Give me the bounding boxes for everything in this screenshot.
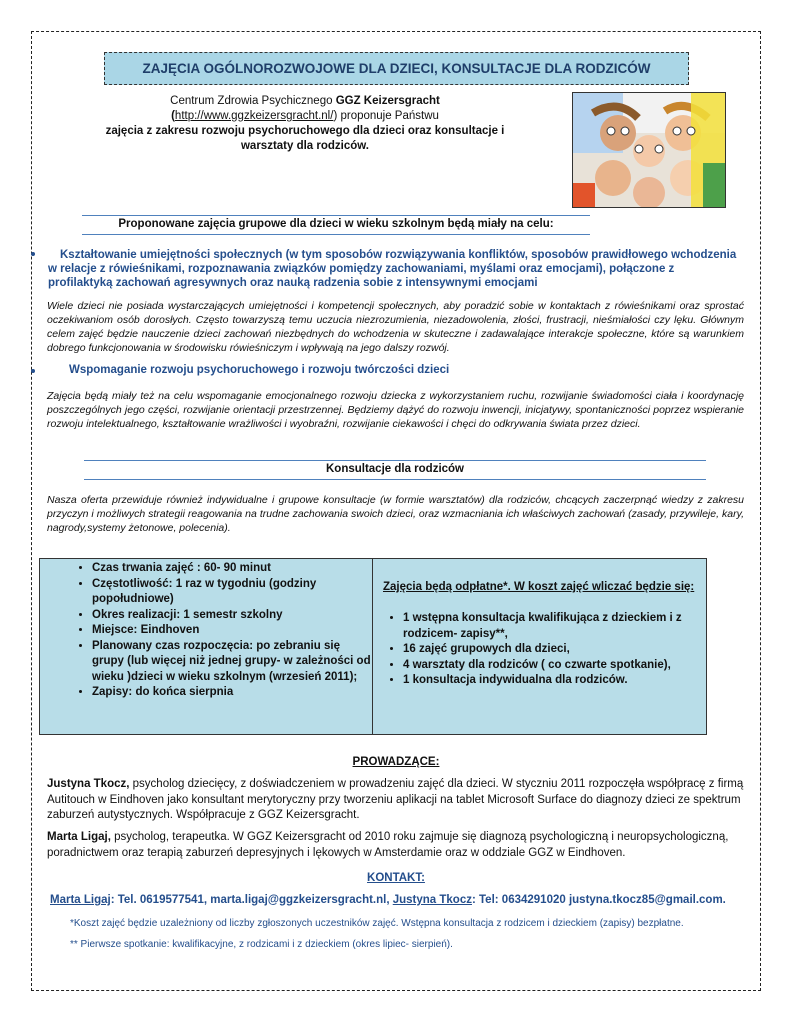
footnote-1: *Koszt zajęć będzie uzależniony od liczby zgłoszonych uczestników zajęć. Wstępna konsultacja z rodzicem i dzieckiem (zapisy) bezpłatne. (70, 918, 684, 929)
list-item: • Planowany czas rozpoczęcia: po zebraniu się grupy (lub więcej niż jednej grupy- w zależności od wieku )dzieci w wieku szkolnym (wrzesień 2011); (92, 639, 372, 686)
goal1-description: Wiele dzieci nie posiada wystarczających umiejętności i kompetencji społecznych, aby poradzić sobie w kontaktach z rówieśnikami oraz sprostać oczekiwaniom osób dorosłych. Często towarzyszą temu uczucia niezrozumienia, niezadowolenia, złości, frustracji, nieśmiałości czy lęku. Głównym celem zajęć będzie nauczenie dzieci zachowań niezbędnych do wchodzenia w skuteczne i zadawalające interakcje społeczne, które są warunkiem dobrego funkcjonowania w środowisku rówieśniczym i wpływają na jego dalszy rozwój. (47, 300, 744, 354)
website-link[interactable]: http://www.ggzkeizersgracht.nl/ (174, 110, 334, 122)
contact-details-justyna[interactable]: : Tel: 0634291020 justyna.tkocz85@gmail.com. (471, 894, 726, 906)
goal2-text: Wspomaganie rozwoju psychoruchowego i rozwoju twórczości dzieci (69, 364, 450, 376)
intro (70, 94, 540, 154)
footnote-2: ** Pierwsze spotkanie: kwalifikacyjne, z rodzicami i z dzieckiem (okres lipiec- sierpień). (70, 939, 453, 950)
bullet-icon (31, 252, 35, 256)
list-item: • Zapisy: do końca sierpnia (92, 685, 372, 701)
list-item: • 16 zajęć grupowych dla dzieci, (403, 642, 706, 658)
list-item: • Czas trwania zajęć : 60- 90 minut (92, 561, 372, 577)
goals-heading: Proponowane zajęcia grupowe dla dzieci w wieku szkolnym będą miały na celu: (118, 218, 554, 230)
leader1-bio: psycholog dziecięcy, z doświadczeniem w prowadzeniu zajęć dla dzieci. W styczniu 2011 rozpoczęła współpracę z firmą Autitouch w Eindhoven jako konsultant merytoryczny przy tworzeniu aplikacji na tablet Microsoft Surface do diagnozy dzieci ze spektrum zaburzeń autystycznych. Współpracuje z GGZ Keizersgracht. (47, 778, 744, 821)
list-item: • Okres realizacji: 1 semestr szkolny (92, 608, 372, 624)
leaders-heading: PROWADZĄCE: (352, 756, 440, 768)
intro-prefix: Centrum Zdrowia Psychicznego (170, 95, 336, 107)
children-photo (572, 92, 726, 208)
paid-heading: Zajęcia będą odpłatne*. W koszt zajęć wliczać będzie się: (383, 581, 695, 593)
children-photo-illustration (573, 93, 725, 207)
details-cell (40, 559, 373, 734)
parents-heading: Konsultacje dla rodziców (325, 463, 465, 475)
contact-details-marta[interactable]: : Tel. 0619577541, marta.ligaj@ggzkeizersgracht.nl, (110, 894, 393, 906)
info-table (39, 558, 707, 735)
leader2-paragraph (47, 830, 747, 861)
contact-heading: KONTAKT: (367, 872, 425, 884)
divider (82, 234, 590, 235)
leader1-name: Justyna Tkocz, (47, 778, 130, 790)
paid-list (373, 611, 706, 689)
list-item: • 1 konsultacja indywidualna dla rodziców. (403, 673, 706, 689)
center-name: GGZ Keizersgracht (335, 95, 440, 107)
details-list (40, 561, 372, 701)
list-item: • Miejsce: Eindhoven (92, 623, 372, 639)
divider (84, 460, 706, 461)
paren: ( (171, 110, 175, 122)
contact-name-marta: Marta Ligaj (50, 894, 111, 906)
page-title (104, 52, 689, 85)
divider (84, 479, 706, 480)
leader2-bio: psycholog, terapeutka. W GGZ Keizersgracht od 2010 roku zajmuje się diagnozą psychologiczną i neuropsychologiczną, poradnictwem oraz terapią zaburzeń depresyjnych i lękowych w Amsterdamie oraz w oddziale GGZ w Eindhoven. (47, 831, 729, 859)
intro-offer: zajęcia z zakresu rozwoju psychoruchowego dla dzieci oraz konsultacje i warsztaty dla rodziców. (105, 125, 505, 152)
parents-text: Nasza oferta przewiduje również indywidualne i grupowe konsultacje (w formie warsztatów) dla rodziców, chcących zaczerpnąć wiedzy z zakresu przyczyn i możliwych strategii reagowania na trudne zachowania swoich dzieci, oraz wzmacniania ich właściwych zachowań (zasady, przywileje, kary, nagrody,systemy żetonowe, polecenia). (47, 494, 744, 534)
contact-line (50, 894, 750, 906)
bullet-icon (31, 369, 35, 373)
goal2-description: Zajęcia będą miały też na celu wspomaganie emocjonalnego rozwoju dziecka z wykorzystaniem ruchu, rozwijanie świadomości ciała i koordynację poszczególnych jego części, rozwijanie orientacji przestrzennej. Będziemy dążyć do rozwoju inwencji, inicjatywy, spontaniczności poprzez wspieranie rozwoju intelektualnego, kształtowanie wrażliwości i wyobraźni, rozwijanie ciekawości i chęci do odkrywania świata przez dzieci. (47, 390, 744, 430)
contact-name-justyna: Justyna Tkocz (392, 894, 472, 906)
page-title-text: ZAJĘCIA OGÓLNOROZWOJOWE DLA DZIECI, KONSULTACJE DLA RODZICÓW (142, 61, 651, 76)
list-item: • Częstotliwość: 1 raz w tygodniu (godziny popołudniowe) (92, 577, 372, 608)
list-item: • 4 warsztaty dla rodziców ( co czwarte spotkanie), (403, 658, 706, 674)
intro-suffix: ) proponuje Państwu (333, 110, 439, 122)
divider (82, 215, 590, 216)
leader1-paragraph (47, 777, 747, 824)
leader2-name: Marta Ligaj, (47, 831, 111, 843)
goal1-text: Kształtowanie umiejętności społecznych (w tym sposobów rozwiązywania konfliktów, sposobów prawidłowego wchodzenia w relacje z rówieśnikami, rozpoznawania związków pomiędzy zachowaniami, myślami oraz emocjami), połączone z profilaktyką zachowań agresywnych oraz nauką radzenia sobie z intensywnymi emocjami (48, 249, 737, 289)
list-item: • 1 wstępna konsultacja kwalifikująca z dzieckiem i z rodzicem- zapisy**, (403, 611, 706, 642)
cost-cell (373, 559, 706, 756)
